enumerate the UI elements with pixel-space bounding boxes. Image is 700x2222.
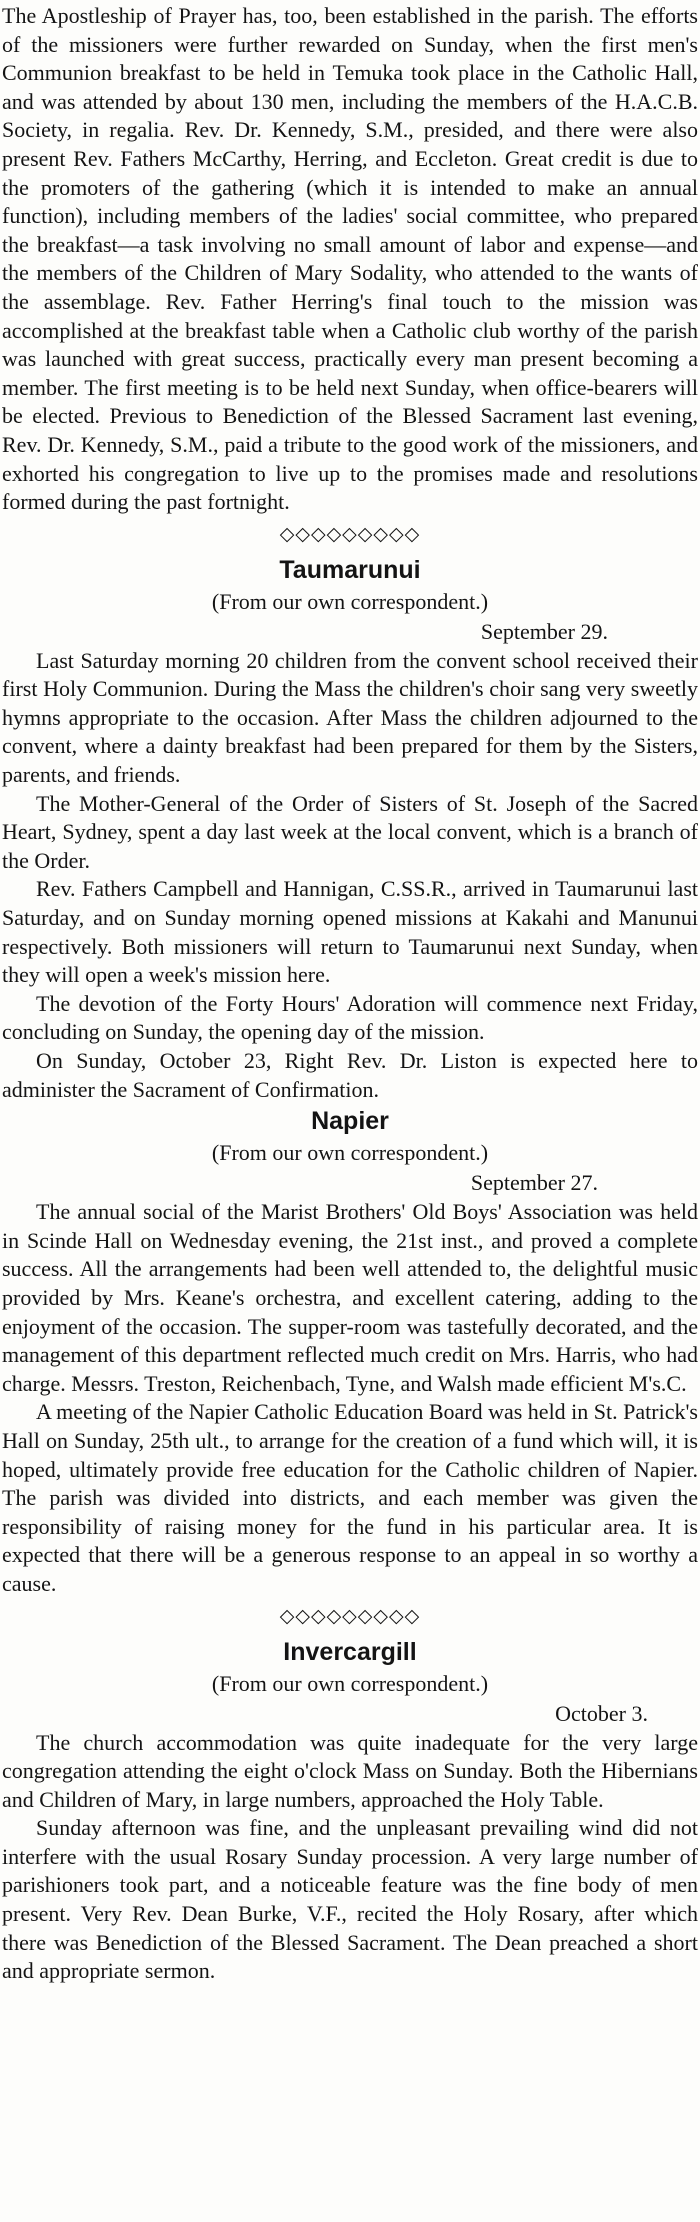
dateline: October 3. xyxy=(555,1700,648,1726)
paragraph: The devotion of the Forty Hours' Adoration will commence next Friday, concluding on Sunday, the opening day of the mission. xyxy=(2,990,698,1045)
paragraph: A meeting of the Napier Catholic Education Board was held in St. Patrick's Hall on Sunday, 25th ult., to arrange for the creation of a fund which will, it is hoped, ultimately provide free education for the Catholic children of Napier. The parish was divided into districts, and each member was given the responsibility of raising money for the fund in his particular area. It is expected that there will be a generous response to an appeal in so worthy a cause. xyxy=(2,1399,698,1596)
dateline: September 27. xyxy=(470,1170,598,1196)
dateline: September 29. xyxy=(480,618,608,644)
section-heading: Taumarunui xyxy=(279,555,421,584)
paragraph: Rev. Fathers Campbell and Hannigan, C.SS.R., arrived in Taumarunui last Saturday, and on Sunday morning opened missions at Kakahi and Manunui respectively. Both missioners will return to Taumarunui next Sunday, when they will open a week's mission here. xyxy=(2,876,698,988)
section-heading: Invercargill xyxy=(283,1637,417,1666)
section-invercargill xyxy=(2,1635,698,1986)
paragraph: Sunday afternoon was fine, and the unpleasant prevailing wind did not interfere with the usual Rosary Sunday procession. A very large number of parishioners took part, and a noticeable feature was the fine body of men present. Very Rev. Dean Burke, V.F., recited the Holy Rosary, after which there was Benediction of the Blessed Sacrament. The Dean preached a short and appropriate sermon. xyxy=(2,1815,698,1984)
correspondent-byline: (From our own correspondent.) xyxy=(211,588,489,614)
paragraph: The Mother-General of the Order of Sisters of St. Joseph of the Sacred Heart, Sydney, spent a day last week at the local convent, which is a branch of the Order. xyxy=(2,790,698,873)
opening-paragraph: The Apostleship of Prayer has, too, been established in the parish. The efforts of the missioners were further rewarded on Sunday, when the first men's Communion breakfast to be held in Temuka took place in the Catholic Hall, and was attended by about 130 men, including the members of the H.A.C.B. Society, in regalia. Rev. Dr. Kennedy, S.M., presided, and there were also present Rev. Fathers McCarthy, Herring, and Eccleton. Great credit is due to the promoters of the gathering (which it is intended to make an annual function), including members of the ladies' social committee, who prepared the breakfast—a task involving no small amount of labor and expense—and the members of the Children of Mary Sodality, who attended to the wants of the assemblage. Rev. Father Herring's final touch to the mission was accomplished at the breakfast table when a Catholic club worthy of the parish was launched with great success, practically every man present becoming a member. The first meeting is to be held next Sunday, when office-bearers will be elected. Previous to Benediction of the Blessed Sacrament last evening, Rev. Dr. Kennedy, S.M., paid a tribute to the good work of the missioners, and exhorted his congregation to live up to the promises made and resolutions formed during the past fortnight. xyxy=(2,3,698,515)
correspondent-byline: (From our own correspondent.) xyxy=(211,1670,489,1696)
paragraph: On Sunday, October 23, Right Rev. Dr. Liston is expected here to administer the Sacrament of Confirmation. xyxy=(2,1048,698,1102)
section-heading: Napier xyxy=(311,1107,389,1136)
paragraph: The church accommodation was quite inadequate for the very large congregation attending the eight o'clock Mass on Sunday. Both the Hibernians and Children of Mary, in large numbers, approached the Holy Table. xyxy=(2,1729,698,1812)
section-divider-ornament: ◇◇◇◇◇◇◇◇◇ xyxy=(279,1605,421,1627)
paragraph: The annual social of the Marist Brothers' Old Boys' Association was held in Scinde Hall on Wednesday evening, the 21st inst., and proved a complete success. All the arrangements had been well attended to, the delightful music provided by Mrs. Keane's orchestra, and excellent catering, adding to the enjoyment of the occasion. The supper-room was tastefully decorated, and the management of this department reflected much credit on Mrs. Harris, who had charge. Messrs. Treston, Reichenbach, Tyne, and Walsh made efficient M's.C. xyxy=(2,1199,698,1396)
section-taumarunui xyxy=(2,553,698,1105)
correspondent-byline: (From our own correspondent.) xyxy=(211,1140,489,1166)
paragraph: Last Saturday morning 20 children from the convent school received their first Holy Communion. During the Mass the children's choir sang very sweetly hymns appropriate to the occasion. After Mass the children adjourned to the convent, where a dainty breakfast had been prepared for them by the Sisters, parents, and friends. xyxy=(2,647,698,788)
section-divider-ornament: ◇◇◇◇◇◇◇◇◇ xyxy=(279,523,421,545)
section-napier xyxy=(2,1104,698,1598)
